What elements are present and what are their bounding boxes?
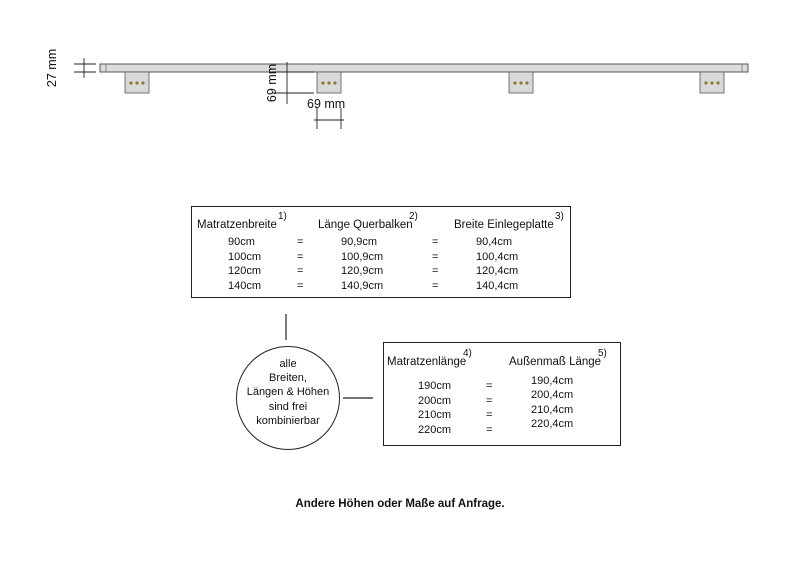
footer-note: Andere Höhen oder Maße auf Anfrage. [295,498,505,510]
note-4: 4) [463,348,472,359]
note-2: 2) [409,211,418,222]
table-row: = [486,380,493,392]
table-row: = [486,409,493,421]
table-row: 120,9cm [341,265,384,277]
table-row: = [486,424,493,436]
circle-line: Breiten, [269,372,307,385]
table-row: = [297,280,304,292]
thickness-label: 27 mm [45,48,60,88]
table-row: = [432,236,439,248]
table-row: 140,9cm [341,280,384,292]
table-row: = [297,265,304,277]
bracket-3 [509,72,533,93]
note-3: 3) [555,211,564,222]
header-mattress-length: Matratzenlänge [387,356,467,368]
header-crossbeam-length: Länge Querbalken [318,219,413,231]
header-outer-length: Außenmaß Länge [509,356,602,368]
bracket-4 [700,72,724,93]
beam [100,64,748,72]
table-row: 190,4cm [531,375,574,387]
circle-line: sind frei [268,400,308,413]
combination-note-text [236,357,340,428]
table-row: 90cm [228,236,255,248]
table-row: 100,4cm [476,251,519,263]
bracket-width-label: 69 mm [307,97,346,111]
table-row: 90,4cm [476,236,513,248]
table-row: 100,9cm [341,251,384,263]
circle-line: alle [279,358,297,370]
table-row: 220cm [418,424,452,436]
table-row: 210cm [418,409,452,421]
table-row: 90,9cm [341,236,378,248]
note-1: 1) [278,211,287,222]
bracket-1 [125,72,149,93]
table-row: 120,4cm [476,265,519,277]
table-row: 200,4cm [531,389,574,401]
table-row: 190cm [418,380,452,392]
table-row: = [432,265,439,277]
table-row: 140,4cm [476,280,519,292]
table-row: = [297,251,304,263]
header-mattress-width: Matratzenbreite [197,219,277,231]
table-row: = [432,251,439,263]
table-row: 220,4cm [531,418,574,430]
table-row: = [486,395,493,407]
bracket-width-dimension [314,108,344,129]
bracket-2 [317,72,341,93]
header-insert-width: Breite Einlegeplatte [454,219,554,231]
table-row: 200cm [418,395,452,407]
table-row: 100cm [228,251,262,263]
circle-line: kombinierbar [256,414,320,427]
note-5: 5) [598,348,607,359]
table-row: = [297,236,304,248]
thickness-dimension [74,58,96,78]
table-row: = [432,280,439,292]
circle-line: Längen & Höhen [246,386,330,399]
table-row: 120cm [228,265,262,277]
table-row: 140cm [228,280,262,292]
table-row: 210,4cm [531,404,574,416]
bracket-height-label: 69 mm [265,63,280,103]
